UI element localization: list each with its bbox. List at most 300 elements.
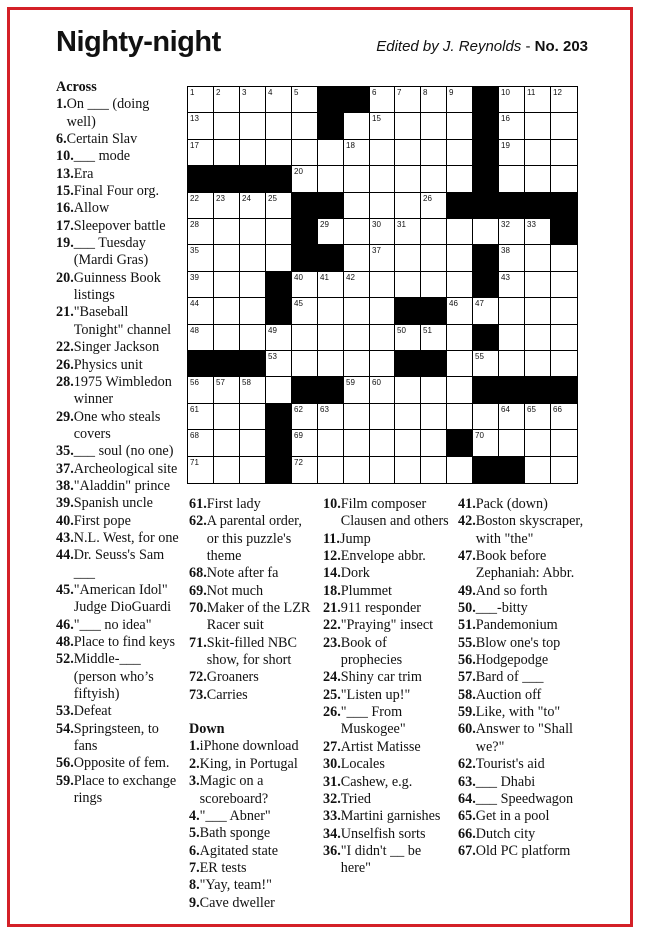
- clue: [323, 739, 451, 756]
- black-square: [551, 219, 577, 245]
- grid-square[interactable]: [525, 140, 551, 166]
- grid-square[interactable]: [370, 166, 395, 193]
- clue-number: 26.: [56, 356, 74, 373]
- square-number: 32: [501, 220, 510, 229]
- grid-square[interactable]: [395, 140, 421, 166]
- square-number: 60: [372, 378, 381, 387]
- clue-number: 18.: [323, 582, 341, 599]
- square-number: 39: [190, 273, 199, 282]
- square-number: 68: [190, 431, 199, 440]
- grid-square[interactable]: [266, 193, 292, 219]
- black-square: [473, 193, 499, 219]
- clue-number: 37.: [56, 460, 74, 477]
- grid-square[interactable]: [499, 140, 525, 166]
- grid-square[interactable]: [551, 140, 577, 166]
- clue-number: 38.: [56, 477, 74, 494]
- grid-square[interactable]: [499, 219, 525, 245]
- clue-text: And so forth: [475, 582, 548, 599]
- grid-square[interactable]: [499, 325, 525, 351]
- grid-square[interactable]: [551, 272, 577, 298]
- clue-number: 32.: [323, 790, 341, 807]
- grid-square[interactable]: [473, 219, 499, 245]
- clue-number: 58.: [458, 686, 476, 703]
- grid-square[interactable]: [188, 404, 214, 430]
- grid-square[interactable]: [266, 351, 292, 377]
- grid-square[interactable]: [188, 113, 214, 140]
- square-number: 1: [190, 88, 195, 97]
- clue-text: "Listen up!": [340, 686, 411, 703]
- grid-square[interactable]: [395, 245, 421, 272]
- grid-square[interactable]: [447, 298, 473, 325]
- clue: [458, 652, 586, 669]
- grid-square[interactable]: [499, 298, 525, 325]
- grid-square[interactable]: [525, 113, 551, 140]
- clue-number: 56.: [56, 755, 74, 772]
- grid-square[interactable]: [318, 457, 344, 483]
- grid-square[interactable]: [551, 166, 577, 193]
- grid-square[interactable]: [292, 113, 318, 140]
- grid-square[interactable]: [188, 140, 214, 166]
- clue-number: 36.: [323, 842, 341, 859]
- grid-square[interactable]: [447, 245, 473, 272]
- grid-square[interactable]: [240, 404, 266, 430]
- grid-square[interactable]: [370, 140, 395, 166]
- grid-square[interactable]: [525, 272, 551, 298]
- square-number: 47: [475, 299, 484, 308]
- clue-text: "Yay, team!": [199, 877, 272, 894]
- grid-square[interactable]: [421, 272, 447, 298]
- clue-text: Pack (down): [475, 496, 548, 512]
- square-number: 24: [242, 194, 251, 203]
- grid-square[interactable]: [525, 351, 551, 377]
- clue-number: 35.: [56, 443, 74, 460]
- grid-square[interactable]: [370, 430, 395, 457]
- grid-square[interactable]: [370, 377, 395, 404]
- grid-square[interactable]: [266, 245, 292, 272]
- grid-square[interactable]: [266, 219, 292, 245]
- grid-square[interactable]: [447, 457, 473, 483]
- clue-number: 25.: [323, 686, 341, 703]
- grid-square[interactable]: [499, 272, 525, 298]
- grid-square[interactable]: [370, 404, 395, 430]
- grid-square[interactable]: [240, 457, 266, 483]
- clue: [189, 687, 317, 704]
- grid-square[interactable]: [214, 272, 240, 298]
- grid-square[interactable]: [292, 298, 318, 325]
- black-square: [214, 351, 240, 377]
- grid-square[interactable]: [266, 140, 292, 166]
- grid-square[interactable]: [499, 87, 525, 113]
- clue-number: 47.: [458, 548, 476, 565]
- grid-square[interactable]: [240, 87, 266, 113]
- grid-square[interactable]: [344, 457, 370, 483]
- grid-square[interactable]: [292, 430, 318, 457]
- grid-square[interactable]: [370, 113, 395, 140]
- grid-square[interactable]: [240, 298, 266, 325]
- grid-square[interactable]: [188, 325, 214, 351]
- clue-text: "Baseball Tonight" channel: [73, 304, 172, 338]
- grid-square[interactable]: [214, 140, 240, 166]
- grid-square[interactable]: [525, 298, 551, 325]
- grid-square[interactable]: [525, 219, 551, 245]
- grid-square[interactable]: [370, 457, 395, 483]
- grid-square[interactable]: [421, 87, 447, 113]
- clue-number: 73.: [189, 686, 207, 703]
- clue: [323, 600, 451, 617]
- clue-text: Sleepover battle: [73, 217, 166, 234]
- clue-text: N.L. West, for one: [73, 529, 179, 546]
- grid-square[interactable]: [421, 140, 447, 166]
- grid-square[interactable]: [292, 140, 318, 166]
- grid-square[interactable]: [370, 272, 395, 298]
- square-number: 61: [190, 405, 199, 414]
- clue-text: Bard of ___: [475, 669, 544, 686]
- grid-square[interactable]: [395, 457, 421, 483]
- grid-square[interactable]: [344, 140, 370, 166]
- grid-square[interactable]: [214, 430, 240, 457]
- across-clues-column-1: [56, 79, 180, 807]
- grid-square[interactable]: [240, 325, 266, 351]
- grid-square[interactable]: [421, 404, 447, 430]
- grid-square[interactable]: [525, 325, 551, 351]
- grid-square[interactable]: [499, 430, 525, 457]
- grid-square[interactable]: [344, 219, 370, 245]
- black-square: [318, 245, 344, 272]
- clue: [56, 235, 180, 270]
- grid-square[interactable]: [395, 325, 421, 351]
- clue-text: Cave dweller: [199, 894, 275, 911]
- clue: [56, 270, 180, 305]
- grid-square[interactable]: [421, 457, 447, 483]
- grid-square[interactable]: [370, 245, 395, 272]
- clue: [56, 166, 180, 183]
- clue-number: 30.: [323, 756, 341, 773]
- clue-text: Envelope abbr.: [340, 548, 426, 565]
- black-square: [499, 457, 525, 483]
- black-square: [318, 377, 344, 404]
- clue-number: 65.: [458, 808, 476, 825]
- grid-square[interactable]: [214, 325, 240, 351]
- clue-text: Shiny car trim: [340, 669, 422, 686]
- square-number: 9: [449, 88, 454, 97]
- clue: [458, 687, 586, 704]
- square-number: 38: [501, 246, 510, 255]
- grid-square[interactable]: [214, 377, 240, 404]
- grid-square[interactable]: [473, 430, 499, 457]
- grid-square[interactable]: [318, 219, 344, 245]
- grid-square[interactable]: [214, 193, 240, 219]
- grid-square[interactable]: [266, 87, 292, 113]
- clue: [56, 617, 180, 634]
- grid-square[interactable]: [240, 219, 266, 245]
- clue-number: 50.: [458, 600, 476, 617]
- clue-number: 64.: [458, 790, 476, 807]
- clue-text: Book of prophecies: [340, 634, 403, 669]
- grid-square[interactable]: [421, 377, 447, 404]
- square-number: 13: [190, 114, 199, 123]
- grid-square[interactable]: [188, 193, 214, 219]
- grid-square[interactable]: [395, 272, 421, 298]
- clue: [458, 791, 586, 808]
- grid-square[interactable]: [318, 166, 344, 193]
- grid-square[interactable]: [370, 298, 395, 325]
- clue-number: 49.: [458, 582, 476, 599]
- grid-square[interactable]: [421, 430, 447, 457]
- black-square: [551, 377, 577, 404]
- grid-square[interactable]: [447, 140, 473, 166]
- grid-square[interactable]: [551, 245, 577, 272]
- grid-square[interactable]: [318, 351, 344, 377]
- grid-square[interactable]: [551, 113, 577, 140]
- clue: [56, 513, 180, 530]
- grid-square[interactable]: [214, 404, 240, 430]
- grid-square[interactable]: [214, 113, 240, 140]
- grid-square[interactable]: [525, 245, 551, 272]
- grid-square[interactable]: [551, 430, 577, 457]
- grid-square[interactable]: [318, 298, 344, 325]
- clue-text: Place to exchange rings: [73, 772, 177, 807]
- clue: [323, 704, 451, 739]
- grid-square[interactable]: [370, 87, 395, 113]
- grid-square[interactable]: [421, 193, 447, 219]
- clue-text: Era: [73, 165, 94, 182]
- grid-square[interactable]: [447, 219, 473, 245]
- black-square: [473, 377, 499, 404]
- black-square: [188, 351, 214, 377]
- clue-text: Locales: [340, 756, 385, 773]
- grid-square[interactable]: [370, 219, 395, 245]
- grid-square[interactable]: [188, 457, 214, 483]
- clue-text: "___ Abner": [199, 807, 271, 824]
- clue-text: ___ Tuesday (Mardi Gras): [73, 235, 149, 269]
- grid-square[interactable]: [525, 87, 551, 113]
- square-number: 2: [216, 88, 221, 97]
- grid-square[interactable]: [318, 430, 344, 457]
- grid-square[interactable]: [551, 325, 577, 351]
- grid-square[interactable]: [447, 272, 473, 298]
- grid-square[interactable]: [188, 377, 214, 404]
- grid-square[interactable]: [344, 193, 370, 219]
- byline-separator: -: [521, 38, 535, 55]
- grid-square[interactable]: [344, 377, 370, 404]
- black-square: [499, 377, 525, 404]
- grid-square[interactable]: [447, 113, 473, 140]
- black-square: [344, 87, 370, 113]
- clue-number: 22.: [56, 339, 74, 356]
- grid-square[interactable]: [421, 325, 447, 351]
- grid-square[interactable]: [344, 113, 370, 140]
- clue: [56, 409, 180, 444]
- grid-square[interactable]: [421, 219, 447, 245]
- square-number: 46: [449, 299, 458, 308]
- grid-square[interactable]: [395, 113, 421, 140]
- grid-square[interactable]: [214, 457, 240, 483]
- clue-number: 15.: [56, 183, 74, 200]
- grid-square[interactable]: [266, 325, 292, 351]
- clue-number: 21.: [323, 600, 341, 617]
- grid-square[interactable]: [473, 298, 499, 325]
- grid-square[interactable]: [344, 404, 370, 430]
- clue: [56, 304, 180, 339]
- grid-square[interactable]: [344, 166, 370, 193]
- clue-text: ___ Speedwagon: [475, 790, 574, 807]
- clue-number: 3.: [189, 773, 200, 790]
- grid-square[interactable]: [395, 166, 421, 193]
- grid-square[interactable]: [395, 404, 421, 430]
- grid-square[interactable]: [318, 140, 344, 166]
- black-square: [473, 113, 499, 140]
- grid-square[interactable]: [447, 166, 473, 193]
- grid-square[interactable]: [370, 193, 395, 219]
- grid-square[interactable]: [499, 404, 525, 430]
- grid-square[interactable]: [344, 351, 370, 377]
- grid-square[interactable]: [447, 325, 473, 351]
- clue-text: First lady: [206, 496, 261, 512]
- grid-square[interactable]: [292, 87, 318, 113]
- grid-square[interactable]: [266, 377, 292, 404]
- grid-square[interactable]: [318, 404, 344, 430]
- grid-square[interactable]: [214, 298, 240, 325]
- clue-text: Note after fa: [206, 565, 279, 582]
- clue: [189, 496, 317, 513]
- grid-square[interactable]: [292, 272, 318, 298]
- grid-square[interactable]: [395, 377, 421, 404]
- grid-square[interactable]: [499, 351, 525, 377]
- clue-text: Book before Zephaniah: Abbr.: [475, 548, 575, 582]
- grid-square[interactable]: [292, 325, 318, 351]
- clue-number: 66.: [458, 825, 476, 842]
- square-number: 10: [501, 88, 510, 97]
- grid-square[interactable]: [499, 113, 525, 140]
- grid-square[interactable]: [214, 87, 240, 113]
- grid-square[interactable]: [344, 325, 370, 351]
- grid-square[interactable]: [188, 219, 214, 245]
- square-number: 70: [475, 431, 484, 440]
- grid-square[interactable]: [188, 430, 214, 457]
- grid-square[interactable]: [421, 245, 447, 272]
- clue: [189, 600, 317, 635]
- clue: [189, 843, 317, 860]
- grid-square[interactable]: [421, 113, 447, 140]
- grid-square[interactable]: [447, 404, 473, 430]
- clue-text: Blow one's top: [475, 634, 561, 651]
- grid-square[interactable]: [188, 245, 214, 272]
- clue: [56, 547, 180, 582]
- grid-square[interactable]: [292, 166, 318, 193]
- grid-square[interactable]: [447, 87, 473, 113]
- grid-square[interactable]: [525, 166, 551, 193]
- grid-square[interactable]: [318, 272, 344, 298]
- grid-square[interactable]: [188, 87, 214, 113]
- grid-square[interactable]: [240, 193, 266, 219]
- clue: [323, 565, 451, 582]
- clue-text: Final Four org.: [73, 183, 159, 200]
- clue-text: Skit-filled NBC show, for short: [206, 634, 297, 669]
- grid-square[interactable]: [292, 351, 318, 377]
- clue-number: 56.: [458, 652, 476, 669]
- grid-square[interactable]: [551, 404, 577, 430]
- clue: [189, 825, 317, 842]
- black-square: [214, 166, 240, 193]
- grid-square[interactable]: [525, 404, 551, 430]
- grid-square[interactable]: [447, 351, 473, 377]
- grid-square[interactable]: [421, 166, 447, 193]
- grid-square[interactable]: [214, 219, 240, 245]
- clue: [323, 531, 451, 548]
- grid-square[interactable]: [551, 87, 577, 113]
- black-square: [473, 457, 499, 483]
- grid-square[interactable]: [188, 272, 214, 298]
- clue: [56, 357, 180, 374]
- black-square: [421, 351, 447, 377]
- grid-square[interactable]: [318, 325, 344, 351]
- black-square: [266, 430, 292, 457]
- grid-square[interactable]: [525, 430, 551, 457]
- grid-square[interactable]: [292, 457, 318, 483]
- grid-square[interactable]: [551, 457, 577, 483]
- grid-square[interactable]: [240, 140, 266, 166]
- grid-square[interactable]: [214, 245, 240, 272]
- grid-square[interactable]: [447, 377, 473, 404]
- grid-square[interactable]: [525, 457, 551, 483]
- grid-square[interactable]: [240, 245, 266, 272]
- clue-text: Springsteen, to fans: [73, 720, 159, 755]
- clue-text: Dr. Seuss's Sam ___: [73, 547, 165, 581]
- grid-square[interactable]: [370, 325, 395, 351]
- grid-square[interactable]: [395, 193, 421, 219]
- grid-square[interactable]: [240, 377, 266, 404]
- square-number: 42: [346, 273, 355, 282]
- clue-text: On ___ (doing well): [66, 96, 150, 130]
- grid-square[interactable]: [188, 298, 214, 325]
- grid-square[interactable]: [240, 272, 266, 298]
- grid-square[interactable]: [266, 113, 292, 140]
- grid-square[interactable]: [370, 351, 395, 377]
- grid-square[interactable]: [499, 166, 525, 193]
- clue-number: 1.: [189, 738, 200, 755]
- black-square: [525, 377, 551, 404]
- grid-square[interactable]: [473, 404, 499, 430]
- clue-text: Pandemonium: [475, 617, 558, 634]
- clue: [189, 635, 317, 670]
- grid-square[interactable]: [395, 87, 421, 113]
- square-number: 31: [397, 220, 406, 229]
- grid-square[interactable]: [551, 351, 577, 377]
- grid-square[interactable]: [240, 113, 266, 140]
- clue: [56, 755, 180, 772]
- square-number: 71: [190, 458, 199, 467]
- grid-square[interactable]: [473, 351, 499, 377]
- clue-text: Bath sponge: [199, 825, 271, 842]
- grid-square[interactable]: [344, 272, 370, 298]
- grid-square[interactable]: [344, 430, 370, 457]
- grid-square[interactable]: [292, 404, 318, 430]
- square-number: 69: [294, 431, 303, 440]
- clue-number: 52.: [56, 651, 74, 668]
- square-number: 49: [268, 326, 277, 335]
- grid-square[interactable]: [499, 245, 525, 272]
- grid-square[interactable]: [240, 430, 266, 457]
- grid-square[interactable]: [395, 430, 421, 457]
- clue-text: Tried: [340, 790, 371, 807]
- grid-square[interactable]: [344, 245, 370, 272]
- grid-square[interactable]: [551, 298, 577, 325]
- grid-square[interactable]: [395, 219, 421, 245]
- clue: [458, 774, 586, 791]
- clue: [458, 548, 586, 583]
- grid-square[interactable]: [344, 298, 370, 325]
- clue-number: 71.: [189, 634, 207, 651]
